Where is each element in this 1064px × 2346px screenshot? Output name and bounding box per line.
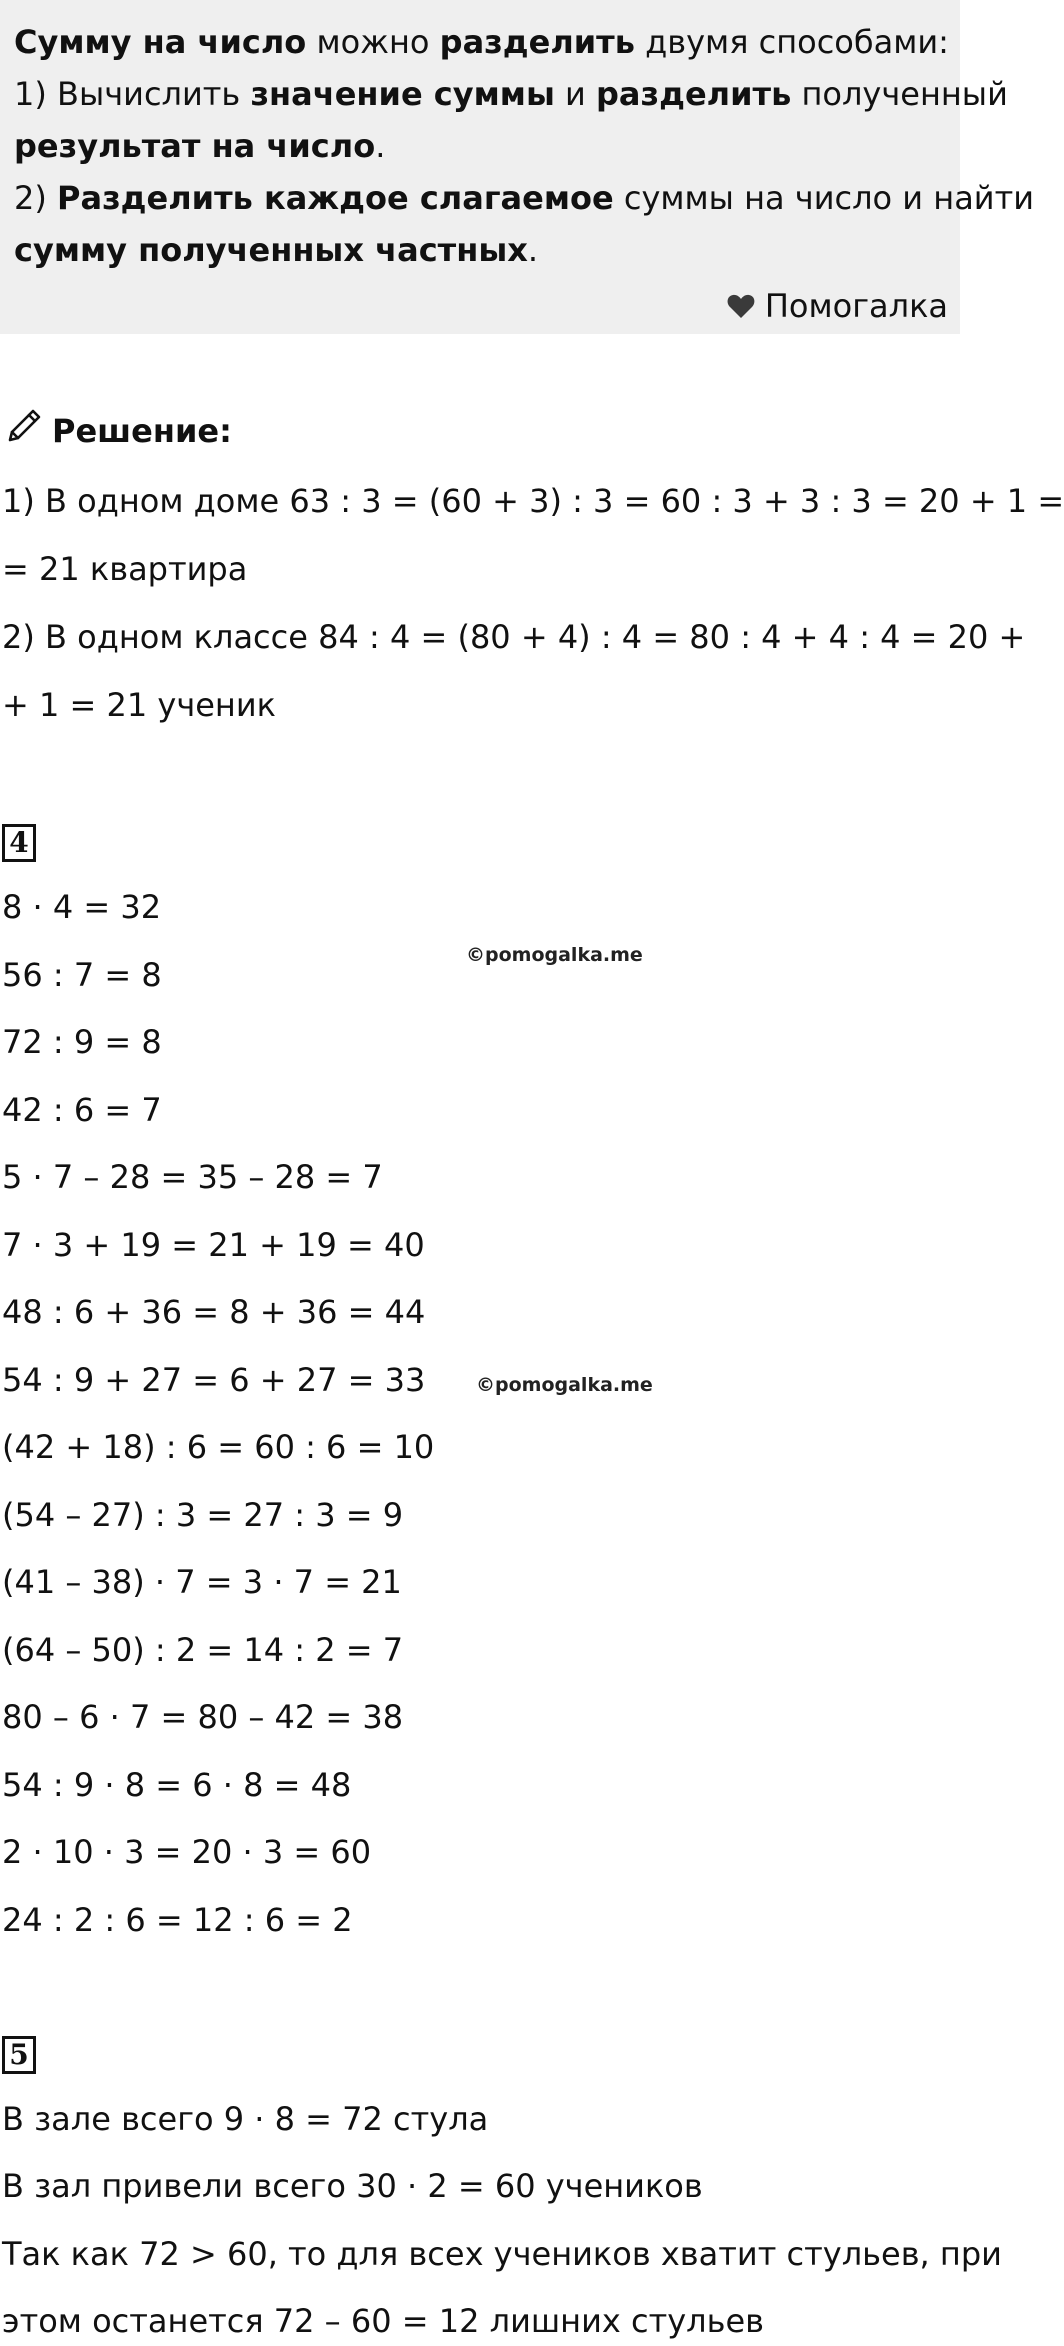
rule-emphasis: Сумму на число xyxy=(14,23,307,61)
watermark: ©pomogalka.me xyxy=(476,1374,653,1396)
solution-line: = 21 квартира xyxy=(2,550,248,588)
rule-line xyxy=(14,224,946,276)
solution-line: 2) В одном классе 84 : 4 = (80 + 4) : 4 = 80 : 4 + 4 : 4 = 20 + xyxy=(2,618,1026,656)
task4-line: 48 : 6 + 36 = 8 + 36 = 44 xyxy=(2,1293,426,1331)
task4-line: (41 – 38) · 7 = 3 · 7 = 21 xyxy=(2,1563,402,1601)
rule-box xyxy=(0,0,1035,334)
solution-title: Решение: xyxy=(52,412,232,450)
task4-line: (54 – 27) : 3 = 27 : 3 = 9 xyxy=(2,1496,404,1534)
task-number-badge: 5 xyxy=(2,2036,36,2074)
rule-emphasis: разделить xyxy=(439,23,635,61)
rule-emphasis: значение суммы xyxy=(250,75,555,113)
rule-line xyxy=(14,16,949,68)
rule-text: 2) xyxy=(14,179,58,217)
task4-line: 72 : 9 = 8 xyxy=(2,1023,162,1061)
pencil-icon xyxy=(6,404,46,458)
task4-line: 24 : 2 : 6 = 12 : 6 = 2 xyxy=(2,1901,353,1939)
solution-line: 1) В одном доме 63 : 3 = (60 + 3) : 3 = 60 : 3 + 3 : 3 = 20 + 1 = xyxy=(2,482,1064,520)
watermark: ©pomogalka.me xyxy=(466,944,643,966)
task-number-badge: 4 xyxy=(2,824,36,862)
rule-emphasis: результат на число xyxy=(14,127,376,165)
rule-text: и xyxy=(554,75,597,113)
rule-text: двумя способами: xyxy=(634,23,949,61)
rule-text: полученный xyxy=(791,75,1008,113)
task4-line: 8 · 4 = 32 xyxy=(2,888,162,926)
rule-text: суммы на число и найти xyxy=(613,179,1035,217)
rule-line xyxy=(14,172,1035,224)
task5-line: В зал привели всего 30 · 2 = 60 учеников xyxy=(2,2167,703,2205)
rule-emphasis: Разделить каждое слагаемое xyxy=(57,179,614,217)
rule-emphasis: разделить xyxy=(596,75,792,113)
solution-heading xyxy=(6,404,232,458)
rule-text: . xyxy=(527,231,539,269)
task4-line: 54 : 9 · 8 = 6 · 8 = 48 xyxy=(2,1766,352,1804)
brand-link[interactable] xyxy=(727,282,948,330)
rule-text: . xyxy=(375,127,386,165)
task5-line: В зале всего 9 · 8 = 72 стула xyxy=(2,2100,489,2138)
task4-line: (64 – 50) : 2 = 14 : 2 = 7 xyxy=(2,1631,404,1669)
rule-line xyxy=(14,120,946,172)
task4-line: 7 · 3 + 19 = 21 + 19 = 40 xyxy=(2,1226,425,1264)
heart-icon xyxy=(727,293,755,319)
rule-line xyxy=(14,68,1008,120)
brand-name: Помогалка xyxy=(764,287,948,325)
rule-emphasis: сумму полученных частных xyxy=(14,231,528,269)
task4-line: 5 · 7 – 28 = 35 – 28 = 7 xyxy=(2,1158,383,1196)
solution-line: + 1 = 21 ученик xyxy=(2,686,276,724)
task5-line: Так как 72 > 60, то для всех учеников хватит стульев, при xyxy=(2,2235,1002,2273)
task4-line: 42 : 6 = 7 xyxy=(2,1091,162,1129)
task4-line: 2 · 10 · 3 = 20 · 3 = 60 xyxy=(2,1833,372,1871)
task4-line: (42 + 18) : 6 = 60 : 6 = 10 xyxy=(2,1428,435,1466)
task4-line: 56 : 7 = 8 xyxy=(2,956,162,994)
task5-line: этом останется 72 – 60 = 12 лишних стульев xyxy=(2,2302,764,2340)
task4-line: 54 : 9 + 27 = 6 + 27 = 33 xyxy=(2,1361,426,1399)
rule-text: можно xyxy=(306,23,440,61)
task4-line: 80 – 6 · 7 = 80 – 42 = 38 xyxy=(2,1698,404,1736)
rule-text: 1) Вычислить xyxy=(14,75,251,113)
